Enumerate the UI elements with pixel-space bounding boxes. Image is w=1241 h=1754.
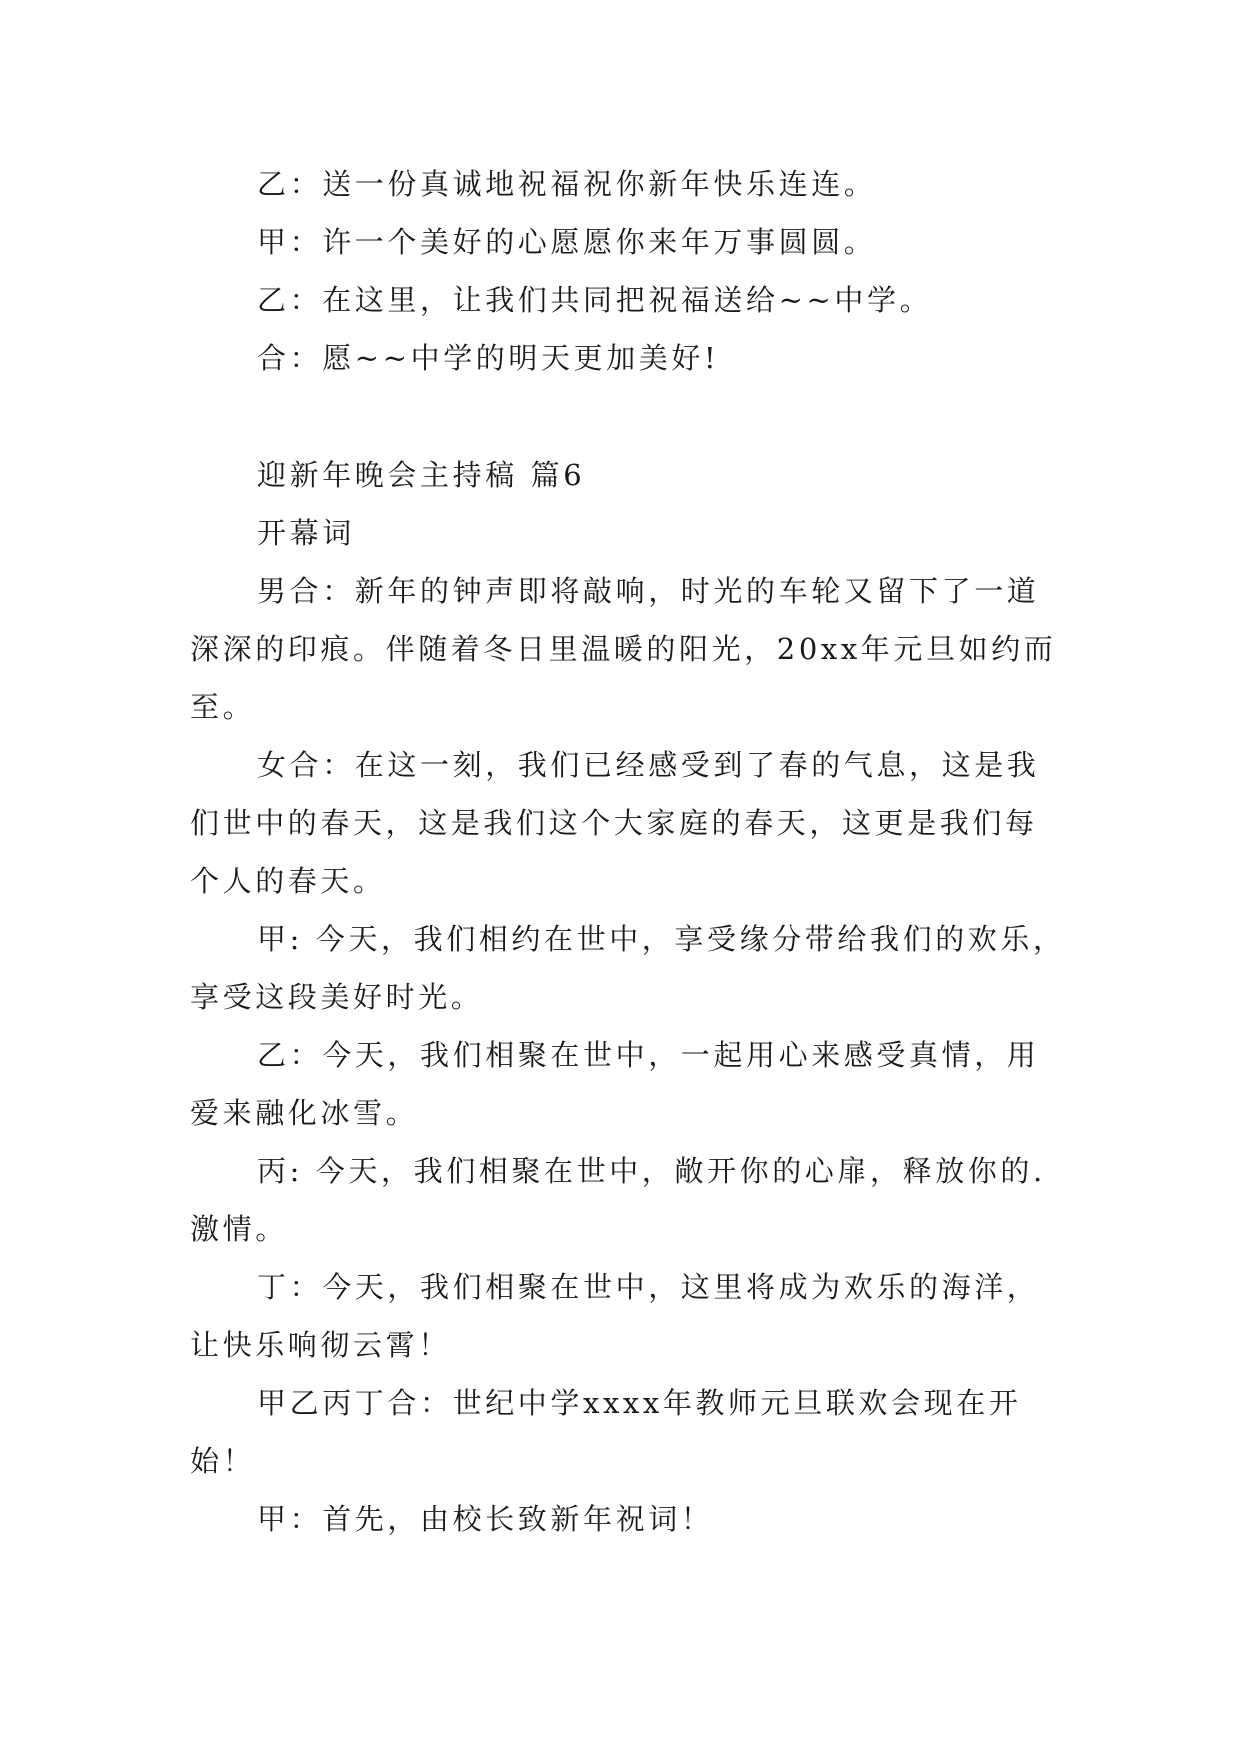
paragraph-line: 爱来融化冰雪。 [190, 1096, 419, 1130]
paragraph-line: 们世中的春天，这是我们这个大家庭的春天，这更是我们每 [190, 806, 1038, 840]
dialogue-line: 乙：送一份真诚地祝福祝你新年快乐连连。 [257, 167, 877, 201]
paragraph-line: 甲：首先，由校长致新年祝词！ [257, 1502, 714, 1536]
paragraph-line: 至。 [190, 690, 256, 724]
section-title: 迎新年晚会主持稿 篇6 [257, 458, 586, 492]
paragraph-line: 始！ [190, 1444, 256, 1478]
paragraph-line: 女合：在这一刻，我们已经感受到了春的气息，这是我 [257, 748, 1040, 782]
paragraph-line: 让快乐响彻云霄！ [190, 1328, 451, 1362]
paragraph-line: 享受这段美好时光。 [190, 980, 484, 1014]
dialogue-line: 合：愿~~中学的明天更加美好! [257, 341, 720, 375]
paragraph-line: 乙：今天，我们相聚在世中，一起用心来感受真情，用 [257, 1038, 1040, 1072]
paragraph-line: 深深的印痕。伴随着冬日里温暖的阳光，20xx年元旦如约而 [190, 632, 1057, 666]
section-subtitle: 开幕词 [257, 516, 355, 550]
dialogue-line: 甲：许一个美好的心愿愿你来年万事圆圆。 [257, 225, 877, 259]
dialogue-line: 乙：在这里，让我们共同把祝福送给~~中学。 [257, 283, 933, 317]
paragraph-line: 甲: 今天，我们相约在世中，享受缘分带给我们的欢乐， [257, 922, 1066, 956]
paragraph-line: 个人的春天。 [190, 864, 386, 898]
paragraph-line: 激情。 [190, 1212, 288, 1246]
paragraph-line: 丙: 今天，我们相聚在世中，敞开你的心扉，释放你的. [257, 1154, 1046, 1188]
paragraph-line: 丁：今天，我们相聚在世中，这里将成为欢乐的海洋， [257, 1270, 1040, 1304]
paragraph-line: 男合：新年的钟声即将敲响，时光的车轮又留下了一道 [257, 574, 1040, 608]
paragraph-line: 甲乙丙丁合：世纪中学xxxx年教师元旦联欢会现在开 [257, 1386, 1022, 1420]
